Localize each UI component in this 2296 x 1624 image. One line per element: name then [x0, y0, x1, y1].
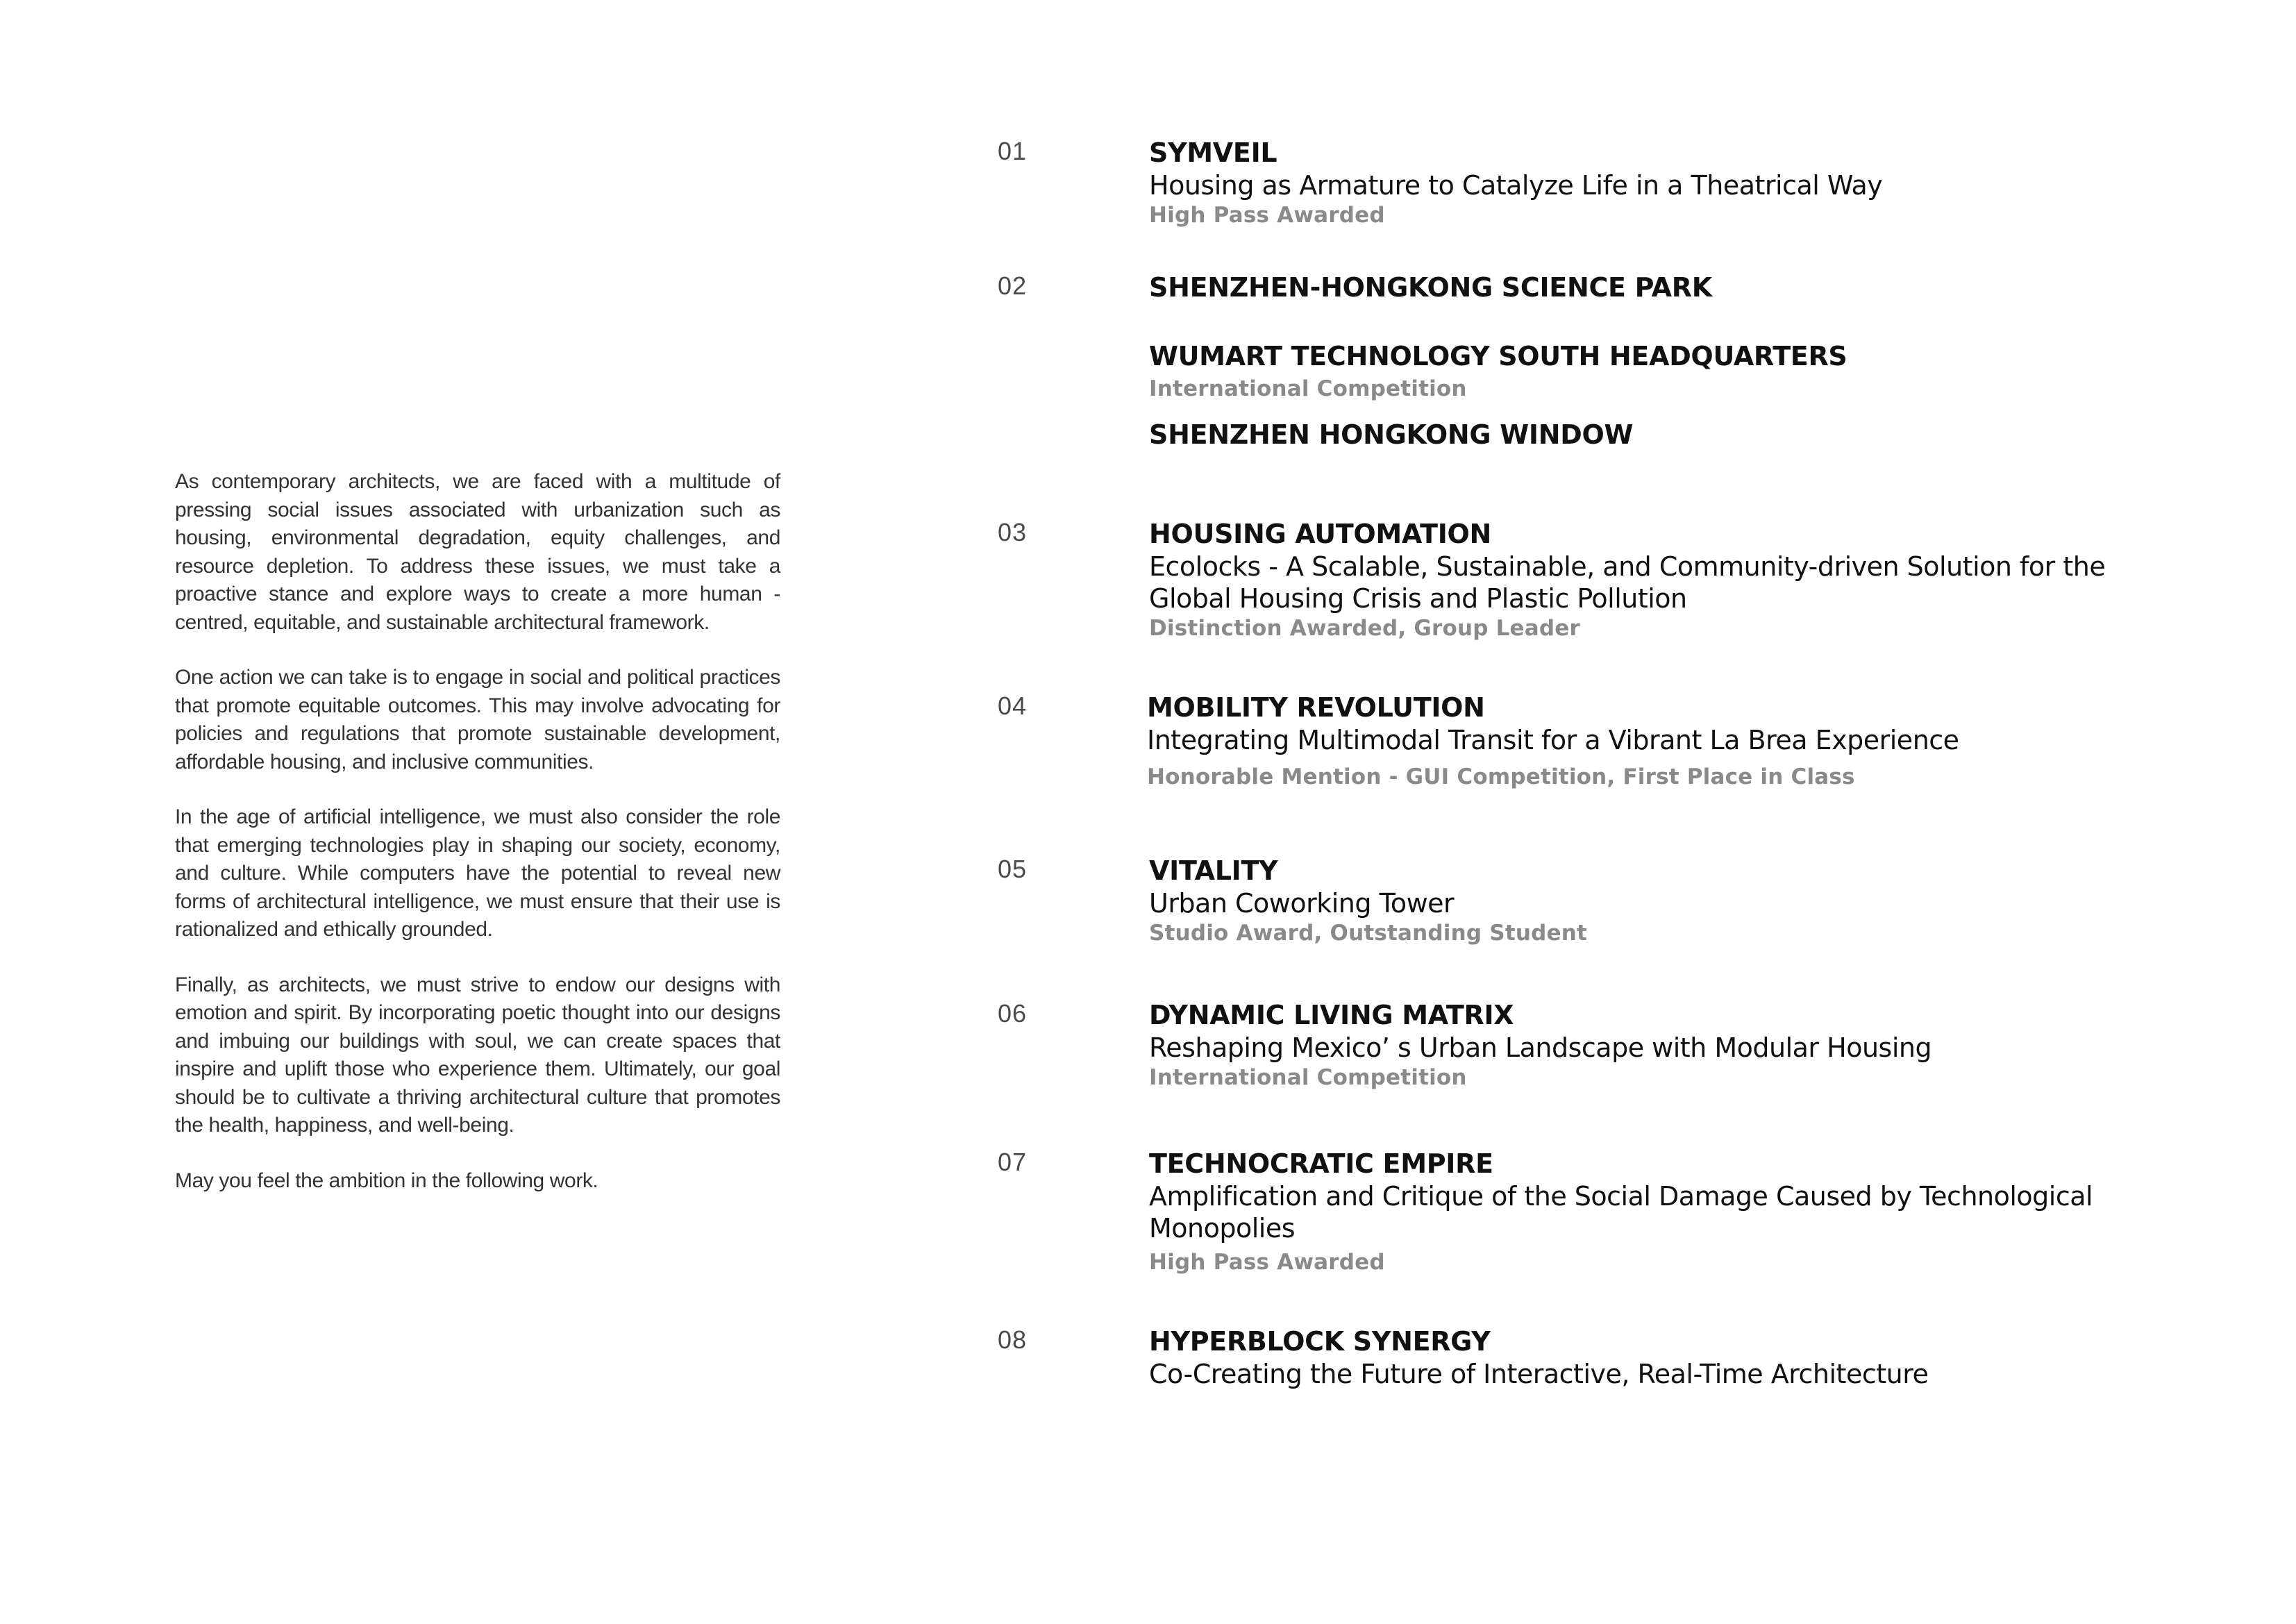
project-title-science-park: SHENZHEN-HONGKONG SCIENCE PARK — [1149, 272, 1712, 303]
project-details — [1149, 136, 2135, 229]
project-number: 03 — [998, 518, 1028, 546]
project-award: High Pass Awarded — [1149, 203, 1385, 228]
project-title: VITALITY — [1149, 855, 1278, 886]
project-subtitle: Reshaping Mexico’ s Urban Landscape with Modular Housing — [1149, 1032, 1932, 1063]
project-number: 04 — [998, 692, 1028, 720]
intro-statement — [175, 468, 780, 1222]
intro-paragraph-2: One action we can take is to engage in social and political practices that promote equitable outcomes. This may involve advocating for policies and regulations that promote sustainable development, affordable housing, and inclusive communities. — [175, 666, 780, 773]
project-award: High Pass Awarded — [1149, 1250, 1385, 1275]
project-details — [1149, 271, 2135, 451]
project-number: 08 — [998, 1325, 1028, 1354]
project-details — [1147, 691, 2133, 791]
project-details — [1149, 1147, 2135, 1276]
intro-paragraph-5: May you feel the ambition in the following work. — [175, 1169, 598, 1192]
project-title: MOBILITY REVOLUTION — [1147, 692, 1485, 723]
project-details — [1149, 517, 2135, 642]
project-number: 02 — [998, 271, 1028, 300]
project-subtitle: Urban Coworking Tower — [1149, 888, 1455, 919]
project-title: TECHNOCRATIC EMPIRE — [1149, 1148, 1493, 1179]
project-award: Honorable Mention - GUI Competition, First Place in Class — [1147, 764, 1855, 789]
project-award: Studio Award, Outstanding Student — [1149, 921, 1588, 946]
project-subtitle: Housing as Armature to Catalyze Life in a Theatrical Way — [1149, 170, 1883, 201]
project-details — [1149, 1325, 2135, 1390]
project-title: SYMVEIL — [1149, 137, 1277, 168]
project-number: 01 — [998, 137, 1028, 165]
project-subtitle: Co-Creating the Future of Interactive, Real-Time Architecture — [1149, 1359, 1929, 1389]
project-title: HOUSING AUTOMATION — [1149, 519, 1492, 549]
project-subtitle: Integrating Multimodal Transit for a Vibrant La Brea Experience — [1147, 725, 1959, 755]
project-number: 06 — [998, 999, 1028, 1028]
project-details — [1149, 998, 2135, 1091]
project-title: DYNAMIC LIVING MATRIX — [1149, 1000, 1514, 1030]
project-subtitle: Amplification and Critique of the Social Damage Caused by Technological Monopolies — [1149, 1181, 2093, 1244]
project-title: HYPERBLOCK SYNERGY — [1149, 1326, 1491, 1357]
project-number: 07 — [998, 1148, 1028, 1176]
project-subtitle: Ecolocks - A Scalable, Sustainable, and Community-driven Solution for the Global Housing Crisis and Plastic Pollution — [1149, 551, 2106, 614]
project-number: 05 — [998, 855, 1028, 883]
intro-paragraph-4: Finally, as architects, we must strive to endow our designs with emotion and spirit. By incorporating poetic thought into our designs and imbuing our buildings with soul, we can create spaces that inspire and uplift those who experience them. Ultimately, our goal should be to cultivate a thriving architectural culture that promotes the health, happiness, and well-being. — [175, 973, 780, 1137]
project-award: Distinction Awarded, Group Leader — [1149, 616, 1580, 641]
intro-paragraph-3: In the age of artificial intelligence, we must also consider the role that emerging technologies play in shaping our society, economy, and culture. While computers have the potential to reveal new forms of architectural intelligence, we must ensure that their use is rationalized and ethically grounded. — [175, 805, 780, 941]
intro-paragraph-1: As contemporary architects, we are faced with a multitude of pressing social issues associated with urbanization such as housing, environmental degradation, equity challenges, and resource depletion. To address these issues, we must take a proactive stance and explore ways to create a more human -centred, equitable, and sustainable architectural framework. — [175, 470, 780, 634]
project-award: International Competition — [1149, 1065, 1467, 1090]
project-award: International Competition — [1149, 376, 1467, 401]
project-details — [1149, 854, 2135, 947]
project-title-window: SHENZHEN HONGKONG WINDOW — [1149, 419, 1634, 450]
project-title-wumart: WUMART TECHNOLOGY SOUTH HEADQUARTERS — [1149, 341, 1847, 371]
